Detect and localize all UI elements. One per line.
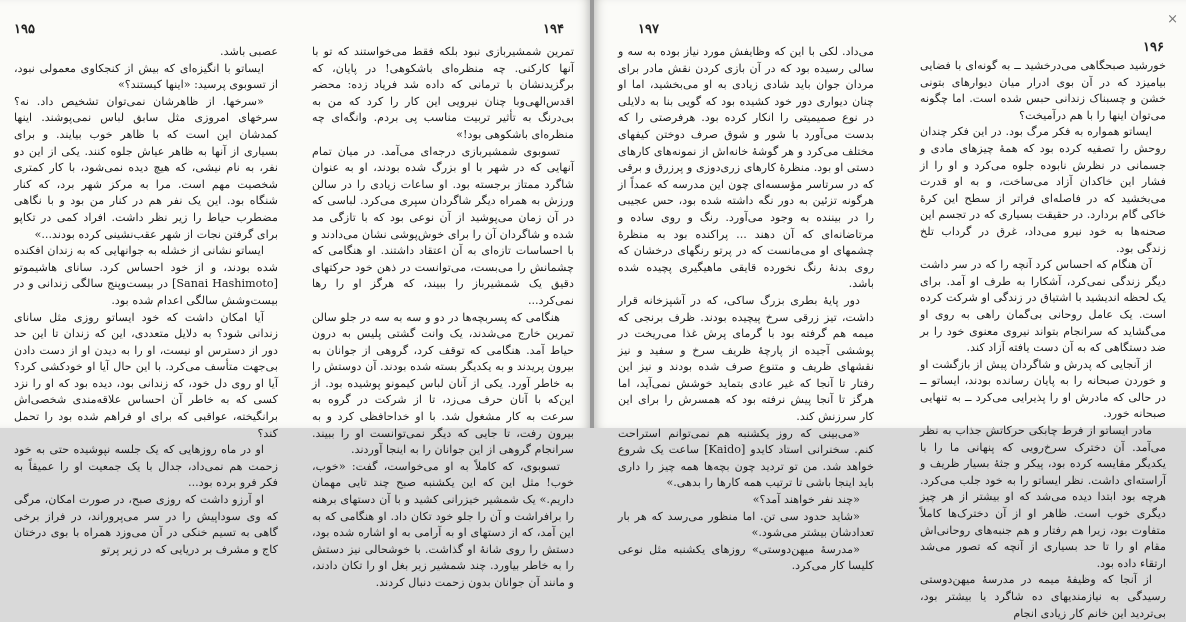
page-body [920,58,1166,622]
paragraph: می‌داد. لکی با این که وظایفش مورد نیاز بوده به سه و سالی رسیده بود که در آن بازی کردن نقش مادر برای مردان جوان باید شادی زیادی به او می‌بخشید، اما او چنان دیواری دور خود کشیده بود که گویی بنا به دلایلی در نوع صمیمیتی را انکار کرده بود. هرفرصتی را که بدست می‌آورد با شور و شوق صرف دوختن کیفهای مختلف می‌کرد و هر گوشهٔ خانه‌اش از نمونه‌های کارهای دستی او بود. منظرهٔ کارهای زری‌دوزی و پرزرق و برقی که در سرتاسر مؤسسه‌ای چون این مدرسه که عمداً از هرگونه تزئین به دور نگه داشته شده بود، حس عجیبی را در بیننده به وجود می‌آورد. رنگ و روی ساده و مرتاضانه‌ای که آن دهند ... پراکنده بود به منظرهٔ چشمهای او می‌مانست که در پرتو رنگهای درخشان که روی بدنهٔ رنگ نخورده قایقی ماهیگیری پچیده شده باشد. [618,45,874,291]
page-body [618,44,874,575]
paragraph: از آنجایی که پدرش و شاگردان پیش از بازگشت او و خوردن صبحانه را به پایان رسانده بودند، ایساتو ــ در حالی که مادرش او را پذیرایی می‌کرد ــ به تنهایی صبحانه خورد. [920,357,1166,421]
paragraph: ایساتو نشانی از خشله به جوانهایی که به زندان افکنده شده بودند، و از خود احساس کرد. سانای هاشیموتو [Sanai Hashimoto] در بیست‌وپنج سالگی زندانی و در بیست‌وشش سالگی اعدام شده بود. [14,244,279,307]
paragraph: «سرخها. از ظاهرشان نمی‌توان تشخیص داد. نه؟ سرخهای امروزی مثل سابق لباس نمی‌پوشند. اینها کمدشان این است که با ظاهر خوب بیایند. و برای بسیاری از آنها به ظاهر عیاش جلوه کنند. یکی از این دو نفر، به نام نیشی، که هیچ دیده نمی‌شود، با کار کمتری شخصیت مهم است. مرا به مرکز شهر برد، که کنار شنگاه بود. این یک نفر هم در کنار من بود و با نگاهی مضطرب حیاط را زیر نظر داشت. افراد کمی در تکاپو برای گرفتن نجات از شهر عقب‌نشینی کرده بودند...» [14,94,278,241]
paragraph: خورشید صبحگاهی می‌درخشید ــ به گونه‌ای با فضایی بیامیزد که در آن بوی ادرار میان دیوارهای بتونی خشن و چسبناک زندانی حبس شده است. اما چگونه می‌توان اینها را با هم درآمیخت؟ [920,59,1166,122]
page-number: ۱۹۷ [638,22,659,37]
paragraph: «چند نفر خواهند آمد؟» [752,493,860,507]
paragraph: مادر ایساتو از فرط چابکی حرکاتش جذاب به نظر می‌آمد. آن دخترک سرخ‌رویی که پنهانی ما را با یکدیگر مقایسه کرده بود، پیکر و جثهٔ بسیار ظریف و آراسته‌ای داشت. نظر ایساتو را به خود جلب می‌کرد. هرچه بود ابتدا دیده می‌شد که او بیشتر از هر چیز دیگری خوب است. ظاهر او از آن دخترک‌ها کاملاً متفاوت بود، زیرا هم رفتار و هم جنبه‌های روحانی‌اش مقام او را تا حد بسیاری از آنچه که تصور می‌شد ارتقاء داده بود. [920,424,1166,570]
paragraph: عصبی باشد. [220,45,278,58]
paragraph: ایساتو با انگیزه‌ای که بیش از کنجکاوی معمولی نبود، از تسوبوی پرسید: «اینها کیستند؟» [14,61,278,92]
page-number: ۱۹۴ [543,22,564,37]
paragraph: «می‌بینی که روز یکشنبه هم نمی‌توانم استراحت کنم. سخنرانی استاد کایدو [Kaido] ساعت یک شروع خواهد شد. من تو تردید چون بچه‌ها همه چیز را داری باید اینجا باشی تا ترتیب همه کارها را بدهی.» [618,426,874,490]
paragraph: او آرزو داشت که روزی صبح، در صورت امکان، مرگی که وی سوداپیش را در سر می‌پروراند، در فراز برخی گاهی به تسیم خنکی در آن می‌وزد همراه با بوی درختان کاج و مشرف بر دریایی که در زیر پرتو [14,493,278,556]
page-197 [594,0,888,573]
paragraph: ایساتو همواره به فکر مرگ بود. در این فکر چندان روحش را تصفیه کرده بود که همهٔ چیزهای مادی و جسمانی در نظرش نابوده جلوه می‌کرد و او را از فشار این خاکدان آزاد می‌ساخت، و به او قدرت می‌بخشید که در فاصله‌ای فراتر از سطح این کرهٔ خاکی گام بردارد. در حقیقت بسیاری که در تجسم این صحنه‌ها به خود نیرو می‌داد، غرق در گرداب تلخ زندگی بود. [920,125,1166,255]
page-number: ۱۹۵ [14,22,35,37]
page-body [14,44,278,558]
paragraph: هنگامی که پسربچه‌ها در دو و سه به سه در جلو سالن تمرین خارج می‌شدند، یک وانت گشتی پلیس به درون حیاط آمد. هنگامی که توقف کرد، گروهی از جوانان به بیرون پریدند و به یکدیگر بسته شده بودند. آن دوستش را به خاطر آورد. یکی از آنان لباس کیمونو پوشیده بود. از این‌که با آنان حرف می‌زد، تا از شرکت در گروه به سرعت به کار مشغول شد. با او خداحافظی کرد و به بیرون رفت، تا جایی که دیگر نمی‌توانست او را ببیند. سرانجام گروهی از این جوانان را به اینجا آوردند. [312,310,574,457]
paragraph: تسوبوی شمشیربازی درجه‌ای می‌آمد. در میان تمام آنهایی که در شهر با او بزرگ شده بودند، او به عنوان شاگرد ممتاز برجسته بود. او ساعات زیادی را در سالن ورزش به همراه دیگر شاگردان سپری می‌کرد. لباسی که در آن زمان می‌پوشید از آن نوعی بود که با تازگی مد شده و شاگردان آن را برای خوش‌پوشی نشان می‌دادند و با احساسات تازه‌ای به آن اعتقاد داشتند. او هنگامی که چشمانش را می‌بست، می‌توانست در ذهن خود حرکتهای دقیق یک شمشیرباز را ببیند، که هرگز او را رها نمی‌کرد... [312,144,574,307]
paragraph: دور پایهٔ بطری بزرگ ساکی، که در آشپزخانه قرار داشت، تیز زرقی سرخ پیچیده بودند. ظرف برنجی که میمه هم گرفته بود با گرمای پرش غذا می‌ریخت در پوششی آجیده از پارچهٔ ظریف سرخ و سفید و نیز نقشهای ظریف و متنوع صرف شده بودند و نیز این رفتار تا آنجا که غیر عادی بتماید خوشش نمی‌آید، اما هرگز تا آنجا پیش نرفته بود که همسرش را برای این کار سرزنش کند. [618,293,874,424]
page-194 [300,0,590,589]
paragraph: «مدرسهٔ میهن‌دوستی» روزهای یکشنبه مثل نوعی کلیسا کار می‌کرد. [618,542,874,573]
page-number: ۱۹۶ [1143,40,1164,55]
paragraph: تسوبوی، که کاملاً به او می‌خواست، گفت: «خوب، خوب! مثل این که این یکشنبه صبح چند تایی مهمان داریم.» یک شمشیر خیزرانی کشید و با آن دستهای برهنه را برافراشت و آن را جلو خود تکان داد. او هنگامی که به این آمد، که از دستهای او به آرامی به او اشاره شده بود، دستش را روی شانهٔ او گذاشت. با خوشحالی نیز دستش را به خاطر بیاورد. چند شمشیر زیر بغل او را تکان دادند، و مانند آن جوانان بدون زحمت دنبال کردند. [312,459,574,589]
left-spread-image [0,0,590,589]
close-icon: × [1167,12,1178,27]
paragraph: تمرین شمشیربازی نبود بلکه فقط می‌خواستند که تو با آنها کارکنی. چه منظره‌ای باشکوهی! در پایان، که برگزیدنشان با ترمانی که داده شد فریاد زده: محضر اقدس‌الهی‌وبا چنان نیرویی این کار را کرد که من به بی‌درنگ به تأثیر تربیت مناسب پی بردم. وانگه‌ای چه منظره‌ای باشکوهی بود!» [312,45,574,141]
paragraph: آن هنگام که احساس کرد آنچه را که در سر داشت دیگر زندگی نمی‌کرد، آشکارا به طرف او آمد. برای یک لحظه اندیشید با اشتیاق در زندگی او شرکت کرده است. یک عامل روحانی بی‌گمان راهی به روی او می‌گشاید که سرانجام بتواند نیروی معنوی خود را بر ضد دستگاهی که به آن دست یافته آزاد کند. [920,258,1166,355]
page-196 [892,0,1186,620]
right-spread-image [594,0,1186,620]
paragraph: او در ماه روزهایی که یک جلسه نپوشیده حتی به خود زحمت هم نمی‌داد، جدال با یک جمعیت او را عمیقاً به فکر فرو برده بود... [14,443,278,490]
page-195 [0,0,290,556]
paragraph: آیا امکان داشت که خود ایساتو روزی مثل سانای زندانی شود؟ به دلایل متعددی، این که زندان تا این حد دور از دسترس او نیست، او را به دیدن او از دست دادن بی‌جهت متأسف می‌کرد. با این حال آیا او خودکشی کرد؟ آیا او روی دل خود، که زندانی بود، دیده بود که او را نزد کسی که به خاطر آن احساس علاقه‌مندی شخصی‌اش برانگیخته، عواقبی که برای او فراهم شده بود را تحمل کند؟ [14,310,278,440]
paragraph: از آنجا که وظیفهٔ میمه در مدرسهٔ میهن‌دوستی رسیدگی به نیازمندیهای ده شاگرد یا بیشتر بود، بی‌تردید این خانم کار زیادی انجام [920,573,1166,620]
page-body [312,44,574,592]
paragraph: «شاید حدود سی تن. اما منظور می‌رسد که هر بار تعدادشان بیشتر می‌شود.» [618,509,874,540]
